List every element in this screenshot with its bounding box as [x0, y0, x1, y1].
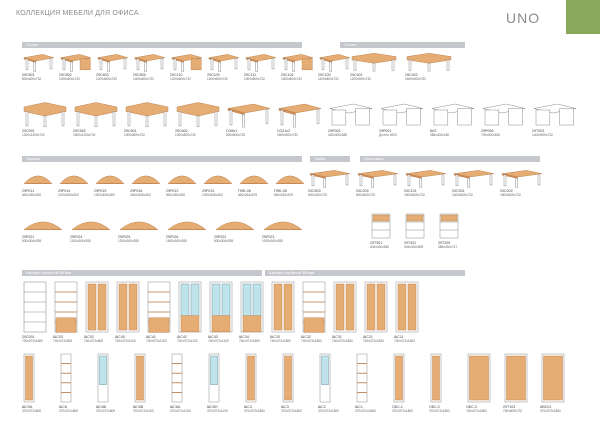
product-code: ШС6В — [133, 405, 144, 409]
product-code: 29Р006 — [481, 129, 494, 133]
product-code: 29Т103 — [503, 405, 516, 409]
section-bar-cabinets: Шкафы глубиной 380мм — [22, 270, 262, 276]
product-dimensions: 1300х300х355 — [118, 239, 139, 243]
desk-item — [308, 166, 352, 197]
narrow-illustration — [59, 352, 73, 404]
corner-item — [350, 50, 398, 81]
product-dimensions: 370х372х1800 — [281, 409, 302, 413]
outline-illustration — [481, 98, 527, 128]
corner-illustration — [175, 98, 221, 128]
screen-illustration — [94, 166, 126, 188]
cabinet-illustration — [239, 280, 265, 334]
cabinet-item — [301, 280, 327, 343]
product-dimensions: 370х372х1800 — [392, 409, 413, 413]
product-code: 29С602 — [175, 129, 188, 133]
product-dimensions: 800х600х732 — [356, 193, 376, 197]
product-code: 29Т401 — [404, 241, 417, 245]
pedestal-item — [438, 212, 460, 249]
product-dimensions: 386х400х180 — [430, 133, 450, 137]
product-code: 29Р021 — [22, 235, 35, 239]
desk-item — [277, 98, 323, 137]
narrow-illustration — [355, 352, 369, 404]
product-dimensions: 1100х450х300 — [58, 193, 79, 197]
cabinet-item — [239, 280, 265, 343]
product-dimensions: 740х372х1800 — [301, 339, 322, 343]
product-dimensions: 400х400х580 — [328, 133, 348, 137]
product-dimensions: 1300х800х732 — [124, 133, 145, 137]
product-dimensions: 740х372х1800 — [239, 339, 260, 343]
product-dimensions: 370х372х1800 — [429, 409, 450, 413]
outline-illustration — [532, 98, 578, 128]
pedestal-illustration — [404, 212, 426, 240]
narrow-illustration — [540, 352, 566, 404]
screen-illustration — [202, 166, 234, 188]
product-code: 29С603 — [308, 189, 321, 193]
outline-illustration — [379, 98, 425, 128]
product-dimensions: 404х430х695 — [404, 245, 424, 249]
product-dimensions: 740х372х1800 — [466, 409, 487, 413]
product-dimensions: 700х370х1800 — [22, 339, 43, 343]
product-code: 29С001 — [22, 335, 35, 339]
product-code: 29Р022 — [214, 235, 227, 239]
screen-illustration — [238, 166, 270, 188]
product-dimensions: 800х500х732 — [226, 133, 246, 137]
narrow-item — [392, 352, 413, 413]
screen-item — [70, 212, 112, 243]
product-code: ПНБ-08 — [274, 189, 287, 193]
narrow-item — [59, 352, 79, 413]
desk-item — [356, 166, 400, 197]
product-code: ШС32 — [301, 335, 311, 339]
product-code: 29С109 — [207, 73, 220, 77]
desk-item — [226, 98, 272, 137]
product-code: 29Р015 — [94, 189, 107, 193]
product-dimensions: 1400х600х732 — [133, 77, 154, 81]
outline-item — [481, 98, 527, 137]
product-code: 29Т209 — [438, 241, 451, 245]
product-code: 29С402 — [405, 73, 418, 77]
pedestal-item — [404, 212, 426, 249]
product-code: СО6н1 — [226, 129, 238, 133]
product-dimensions: 370х372х1800 — [540, 409, 561, 413]
cabinet-item — [53, 280, 79, 343]
product-code: 29С801 — [22, 73, 35, 77]
product-code: 29Т301 — [370, 241, 383, 245]
desk-item — [500, 166, 544, 197]
cabinet-item — [177, 280, 203, 343]
product-dimensions: 370х372х1800 — [244, 409, 265, 413]
section-bar-extensions: Приставки — [360, 156, 540, 162]
product-dimensions: 1300х800х732 — [175, 133, 196, 137]
corner-item — [22, 98, 68, 137]
narrow-illustration — [466, 352, 492, 404]
product-code: 29С802 — [59, 73, 72, 77]
narrow-illustration — [170, 352, 184, 404]
product-code: ШС6Н — [207, 405, 218, 409]
product-code: 29С100 — [318, 73, 331, 77]
screen-illustration — [166, 166, 198, 188]
narrow-illustration — [429, 352, 443, 404]
screen-illustration — [274, 166, 306, 188]
product-dimensions: 1600х300х355 — [166, 239, 187, 243]
brand-label: UNO — [506, 10, 541, 26]
product-dimensions: 740х372х800 — [53, 339, 73, 343]
product-code: ОБС-3 — [466, 405, 477, 409]
brand-color-block — [566, 0, 600, 34]
desk-item — [59, 50, 93, 81]
screen-item — [118, 212, 160, 243]
product-code: ШС31 — [332, 335, 342, 339]
cabinet-item — [394, 280, 420, 343]
product-code: ШС1 — [355, 405, 363, 409]
cabinet-item — [22, 280, 48, 343]
product-dimensions: 1300х800х732 — [244, 77, 265, 81]
narrow-item — [207, 352, 228, 413]
product-code: ШС41 — [146, 335, 156, 339]
desk-item — [404, 166, 448, 197]
product-code: ШС21 — [363, 335, 373, 339]
cabinet-illustration — [53, 280, 79, 334]
cabinet-illustration — [22, 280, 48, 334]
product-dimensions: 1000х600х732 — [59, 77, 80, 81]
product-code: ШС11 — [394, 335, 404, 339]
desk-item — [318, 50, 352, 81]
narrow-item — [281, 352, 302, 413]
screen-item — [94, 166, 126, 197]
cabinet-item — [146, 280, 172, 343]
product-code: ШС34 — [239, 335, 249, 339]
narrow-illustration — [96, 352, 110, 404]
product-code: 29Р023 — [262, 235, 275, 239]
narrow-illustration — [244, 352, 258, 404]
desk-illustration — [404, 166, 448, 188]
cabinet-illustration — [115, 280, 141, 334]
section-bar-tables: Столы — [22, 42, 302, 48]
screen-illustration — [58, 166, 90, 188]
desk-item — [207, 50, 241, 81]
product-dimensions: 740х372х1800 — [332, 339, 353, 343]
desk-illustration — [133, 50, 167, 72]
desk-item — [452, 166, 496, 197]
cabinet-illustration — [146, 280, 172, 334]
product-dimensions: 1000х300х355 — [262, 239, 283, 243]
product-dimensions: 1600х800х732 — [281, 77, 302, 81]
outline-illustration — [328, 98, 374, 128]
screen-item — [22, 166, 54, 197]
screen-item — [166, 166, 198, 197]
corner-illustration — [124, 98, 170, 128]
desk-illustration — [318, 50, 352, 72]
desk-illustration — [281, 50, 315, 72]
product-code: ШС6А — [170, 405, 181, 409]
pedestal-illustration — [370, 212, 392, 240]
product-dimensions: 370х372х800 — [59, 409, 79, 413]
screen-illustration — [262, 212, 304, 234]
outline-item — [430, 98, 476, 137]
cabinet-illustration — [363, 280, 389, 334]
product-dimensions: Д/стол 1600 — [379, 133, 397, 137]
product-code: ПНБ-06 — [238, 189, 251, 193]
product-code: 29С110 — [170, 73, 183, 77]
product-code: ШС42 — [177, 335, 187, 339]
product-code: 29Р014 — [58, 189, 71, 193]
narrow-illustration — [392, 352, 406, 404]
product-dimensions: 370х372х800 — [22, 409, 42, 413]
product-code: 29С591 — [22, 129, 35, 133]
product-code: 29Р003 — [328, 129, 341, 133]
product-dimensions: 740х600х732 — [503, 409, 523, 413]
product-dimensions: 370х372х1800 — [355, 409, 376, 413]
desk-illustration — [308, 166, 352, 188]
desk-item — [244, 50, 278, 81]
desk-item — [96, 50, 130, 81]
product-code: 29С803 — [96, 73, 109, 77]
desk-illustration — [59, 50, 93, 72]
page-title: КОЛЛЕКЦИЯ МЕБЕЛИ ДЛЯ ОФИСА — [16, 10, 139, 17]
cabinet-item — [208, 280, 234, 343]
product-dimensions: 386х430х747 — [438, 245, 458, 249]
screen-illustration — [22, 212, 64, 234]
desk-illustration — [22, 50, 56, 72]
desk-item — [133, 50, 167, 81]
product-dimensions: 1100х800х732 — [318, 77, 339, 81]
narrow-item — [170, 352, 191, 413]
narrow-item — [133, 352, 154, 413]
screen-illustration — [130, 166, 162, 188]
product-dimensions: 740х372х1800 — [394, 339, 415, 343]
product-code: 29Р012 — [166, 189, 179, 193]
cabinet-illustration — [208, 280, 234, 334]
corner-item — [405, 50, 453, 81]
narrow-illustration — [281, 352, 295, 404]
product-dimensions: 1800х600х732 — [500, 193, 521, 197]
product-dimensions: 740х372х1800 — [270, 339, 291, 343]
product-dimensions: 600х450х300 — [22, 193, 42, 197]
product-dimensions: 404х430х562 — [370, 245, 390, 249]
screen-illustration — [118, 212, 160, 234]
outline-item — [328, 98, 374, 137]
product-dimensions: 370х372х1100 — [170, 409, 191, 413]
narrow-item — [503, 352, 529, 413]
desk-illustration — [207, 50, 241, 72]
product-code: ШС40 — [115, 335, 125, 339]
product-code: БК2 — [430, 129, 437, 133]
pedestal-item — [370, 212, 392, 249]
product-dimensions: 800х450х300 — [166, 193, 186, 197]
screen-illustration — [166, 212, 208, 234]
product-code: 29Р016 — [130, 189, 143, 193]
desk-illustration — [452, 166, 496, 188]
cabinet-illustration — [270, 280, 296, 334]
product-code: 29Р026 — [166, 235, 179, 239]
cabinet-illustration — [332, 280, 358, 334]
section-bar-screens: Экраны — [22, 156, 302, 162]
product-dimensions: 1600х500х732 — [277, 133, 298, 137]
desk-illustration — [500, 166, 544, 188]
product-dimensions: 1600х600х732 — [404, 193, 425, 197]
product-dimensions: 1600х900х732 — [405, 77, 426, 81]
product-code: СО21х2 — [277, 129, 291, 133]
narrow-illustration — [133, 352, 147, 404]
screen-item — [58, 166, 90, 197]
outline-item — [379, 98, 425, 137]
screen-illustration — [214, 212, 256, 234]
product-dimensions: 1400х600х732 — [207, 77, 228, 81]
product-dimensions: 370х372х1800 — [318, 409, 339, 413]
product-dimensions: 370х372х1100 — [207, 409, 228, 413]
desk-item — [22, 50, 56, 81]
product-code: 29С301 — [452, 189, 465, 193]
cabinet-illustration — [301, 280, 327, 334]
screen-item — [130, 166, 162, 197]
product-code: ШС02 — [84, 335, 94, 339]
product-code: 29С111 — [244, 73, 257, 77]
product-code: ШС2 — [318, 405, 326, 409]
desk-item — [281, 50, 315, 81]
product-code: 29С101 — [404, 189, 417, 193]
cabinet-illustration — [84, 280, 110, 334]
screen-item — [166, 212, 208, 243]
cabinet-item — [115, 280, 141, 343]
narrow-item — [466, 352, 492, 413]
narrow-item — [429, 352, 450, 413]
corner-item — [124, 98, 170, 137]
screen-item — [214, 212, 256, 243]
screen-item — [238, 166, 270, 197]
product-code: ШС9А — [22, 405, 33, 409]
product-code: 29С101 — [281, 73, 294, 77]
desk-illustration — [277, 98, 323, 128]
product-code: 29С204 — [356, 189, 369, 193]
narrow-illustration — [503, 352, 529, 404]
product-code: ШС8Б — [96, 405, 107, 409]
cabinet-item — [270, 280, 296, 343]
product-code: ШС03 — [53, 335, 63, 339]
product-dimensions: 800х300х355 — [214, 239, 234, 243]
desk-illustration — [226, 98, 272, 128]
screen-illustration — [70, 212, 112, 234]
outline-item — [532, 98, 578, 137]
narrow-item — [22, 352, 42, 413]
section-bar-pedestal: Тумба — [310, 156, 350, 162]
product-dimensions: 1100х300х355 — [70, 239, 91, 243]
product-dimensions: 1300х1300х732 — [22, 133, 45, 137]
section-bar-cabinets-2: Шкафы глубиной 380мм — [265, 270, 465, 276]
product-dimensions: 1400х500х732 — [532, 133, 553, 137]
narrow-item — [355, 352, 376, 413]
product-code: 29Р013 — [202, 189, 215, 193]
product-code: ОБС-2 — [429, 405, 440, 409]
desk-item — [170, 50, 204, 81]
product-dimensions: 740х372х1800 — [363, 339, 384, 343]
corner-item — [175, 98, 221, 137]
screen-item — [274, 166, 306, 197]
product-dimensions: 700х400х630 — [481, 133, 501, 137]
screen-item — [22, 212, 64, 243]
product-dimensions: 740х372х1100 — [146, 339, 167, 343]
product-dimensions: 740х372х1100 — [208, 339, 229, 343]
cabinet-illustration — [177, 280, 203, 334]
product-code: 29Р011 — [22, 189, 35, 193]
cabinet-item — [84, 280, 110, 343]
product-dimensions: 800х254х675 — [274, 193, 294, 197]
product-dimensions: 740х372х1100 — [115, 339, 136, 343]
product-dimensions: 740х372х800 — [84, 339, 104, 343]
product-code: 29С401 — [350, 73, 363, 77]
product-dimensions: 1200х600х732 — [170, 77, 191, 81]
screen-item — [262, 212, 304, 243]
pedestal-illustration — [438, 212, 460, 240]
product-dimensions: 1000х450х300 — [202, 193, 223, 197]
corner-illustration — [73, 98, 119, 128]
product-dimensions: 1600х450х300 — [130, 193, 151, 197]
product-code: ШС3 — [281, 405, 289, 409]
narrow-item — [318, 352, 339, 413]
product-code: 29С805 — [133, 73, 146, 77]
cabinet-illustration — [394, 280, 420, 334]
desk-illustration — [244, 50, 278, 72]
cabinet-item — [363, 280, 389, 343]
desk-illustration — [356, 166, 400, 188]
narrow-item — [244, 352, 265, 413]
narrow-illustration — [207, 352, 221, 404]
narrow-item — [540, 352, 566, 413]
corner-illustration — [405, 50, 453, 72]
section-bar-tables-2: Столы — [340, 42, 465, 48]
corner-illustration — [350, 50, 398, 72]
product-dimensions: 370х372х800 — [96, 409, 116, 413]
narrow-illustration — [318, 352, 332, 404]
product-code: 29Т003 — [532, 129, 545, 133]
outline-illustration — [430, 98, 476, 128]
product-dimensions: 600х254х675 — [238, 193, 258, 197]
product-code: 29С592 — [73, 129, 86, 133]
product-dimensions: 1400х600х732 — [452, 193, 473, 197]
product-dimensions: 800х600х732 — [22, 77, 42, 81]
product-code: ШС4 — [244, 405, 252, 409]
product-dimensions: 1300х450х300 — [94, 193, 115, 197]
screen-item — [202, 166, 234, 197]
product-code: 29Р001 — [379, 129, 392, 133]
product-dimensions: 1200х600х732 — [96, 77, 117, 81]
cabinet-item — [332, 280, 358, 343]
product-dimensions: 370х372х1100 — [133, 409, 154, 413]
screen-illustration — [22, 166, 54, 188]
product-code: 29Р025 — [118, 235, 131, 239]
product-code: ОБС-1 — [392, 405, 403, 409]
desk-illustration — [170, 50, 204, 72]
product-code: 29Р024 — [70, 235, 83, 239]
product-code: ШС33 — [270, 335, 280, 339]
product-code: 29С202 — [500, 189, 513, 193]
product-code: ABC01 — [540, 405, 552, 409]
product-code: ШС43 — [208, 335, 218, 339]
corner-item — [73, 98, 119, 137]
product-dimensions: 600х300х355 — [22, 239, 42, 243]
product-code: ШС8 — [59, 405, 67, 409]
product-dimensions: 1200х900х732 — [350, 77, 371, 81]
product-dimensions: 740х372х1100 — [177, 339, 198, 343]
product-dimensions: 600х400х732 — [308, 193, 328, 197]
narrow-item — [96, 352, 116, 413]
product-code: 29С601 — [124, 129, 137, 133]
narrow-illustration — [22, 352, 36, 404]
corner-illustration — [22, 98, 68, 128]
desk-illustration — [96, 50, 130, 72]
product-dimensions: 1600х1100х732 — [73, 133, 96, 137]
